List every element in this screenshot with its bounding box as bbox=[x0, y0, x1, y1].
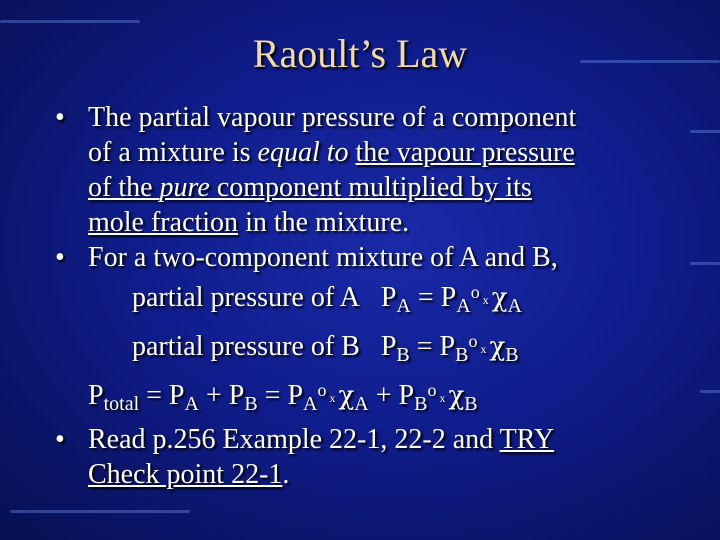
decor-streak bbox=[690, 130, 720, 133]
superscript-o: o bbox=[427, 380, 437, 400]
underlined-check-point: Check point 22-1 bbox=[88, 459, 283, 490]
subscript-b: B bbox=[414, 393, 428, 415]
eq-label: partial pressure of B bbox=[132, 331, 360, 362]
symbol-p: P bbox=[440, 282, 457, 313]
bullet-icon: • bbox=[55, 102, 65, 133]
bullet-1-line-2 bbox=[55, 135, 675, 170]
equals-sign: = bbox=[409, 331, 440, 362]
superscript-o: o bbox=[317, 380, 327, 400]
slide-title: Raoult’s Law bbox=[252, 31, 468, 76]
decor-streak bbox=[700, 390, 720, 393]
subscript-a: A bbox=[456, 295, 471, 317]
equation-partial-pressure-b bbox=[55, 324, 675, 373]
bullet-3-line-2 bbox=[55, 457, 675, 492]
symbol-p: P bbox=[228, 380, 245, 411]
bullet-1-line-1 bbox=[55, 100, 675, 135]
subscript-a: A bbox=[507, 295, 522, 317]
subscript-a: A bbox=[184, 393, 199, 415]
chi-symbol: χ bbox=[489, 332, 506, 362]
plus-sign: + bbox=[198, 380, 229, 411]
slide-body bbox=[55, 100, 675, 492]
subscript-b: B bbox=[505, 344, 519, 366]
decor-streak bbox=[10, 510, 190, 513]
bullet-3-line-1 bbox=[55, 422, 675, 457]
times-sign: x bbox=[329, 391, 336, 405]
bullet-2-line-1 bbox=[55, 240, 675, 275]
text-span: Read p.256 Example 22-1, 22-2 and bbox=[88, 424, 500, 455]
times-sign: x bbox=[439, 391, 446, 405]
underlined-try: TRY bbox=[499, 424, 555, 455]
subscript-total: total bbox=[103, 393, 140, 415]
underlined-vapour-pressure: the vapour pressure bbox=[355, 137, 575, 168]
text-span: of a mixture is bbox=[88, 137, 258, 168]
times-sign: x bbox=[480, 342, 487, 356]
equation-total-pressure bbox=[55, 373, 675, 422]
text-span: component multiplied by its bbox=[209, 172, 532, 203]
superscript-o: o bbox=[468, 331, 478, 351]
subscript-b: B bbox=[396, 344, 410, 366]
equation-partial-pressure-a bbox=[55, 275, 675, 324]
equals-sign: = bbox=[257, 380, 288, 411]
symbol-p: P bbox=[168, 380, 185, 411]
decor-streak bbox=[0, 20, 140, 23]
times-sign: x bbox=[482, 293, 489, 307]
subscript-a: A bbox=[303, 393, 318, 415]
subscript-b: B bbox=[455, 344, 469, 366]
text-span: For a two-component mixture of A and B, bbox=[88, 242, 558, 273]
bullet-1-line-3 bbox=[55, 170, 675, 205]
subscript-b: B bbox=[464, 393, 478, 415]
chi-symbol: χ bbox=[491, 283, 508, 313]
subscript-a: A bbox=[354, 393, 369, 415]
emphasis-pure: pure bbox=[159, 172, 210, 203]
decor-streak bbox=[690, 262, 720, 265]
equals-sign: = bbox=[139, 380, 169, 411]
subscript-b: B bbox=[244, 393, 258, 415]
symbol-p: P bbox=[380, 282, 397, 313]
symbol-p: P bbox=[439, 331, 456, 362]
text-span: in the mixture. bbox=[238, 207, 410, 238]
symbol-p: P bbox=[88, 380, 104, 411]
bullet-icon: • bbox=[55, 242, 65, 273]
chi-symbol: χ bbox=[448, 381, 465, 411]
emphasis-equal-to: equal to bbox=[257, 137, 349, 168]
superscript-o: o bbox=[470, 282, 480, 302]
eq-label: partial pressure of A bbox=[132, 282, 360, 313]
bullet-1-line-4 bbox=[55, 205, 675, 240]
text-span: . bbox=[282, 459, 290, 490]
plus-sign: + bbox=[368, 380, 399, 411]
symbol-p: P bbox=[398, 380, 415, 411]
symbol-p: P bbox=[380, 331, 397, 362]
equals-sign: = bbox=[410, 282, 441, 313]
chi-symbol: χ bbox=[338, 381, 355, 411]
text-span: The partial vapour pressure of a component bbox=[88, 102, 577, 133]
text-span bbox=[349, 137, 356, 168]
text-span: of the bbox=[88, 172, 160, 203]
symbol-p: P bbox=[287, 380, 304, 411]
underlined-mole-fraction: mole fraction bbox=[88, 207, 239, 238]
bullet-icon: • bbox=[55, 424, 65, 455]
subscript-a: A bbox=[396, 295, 411, 317]
